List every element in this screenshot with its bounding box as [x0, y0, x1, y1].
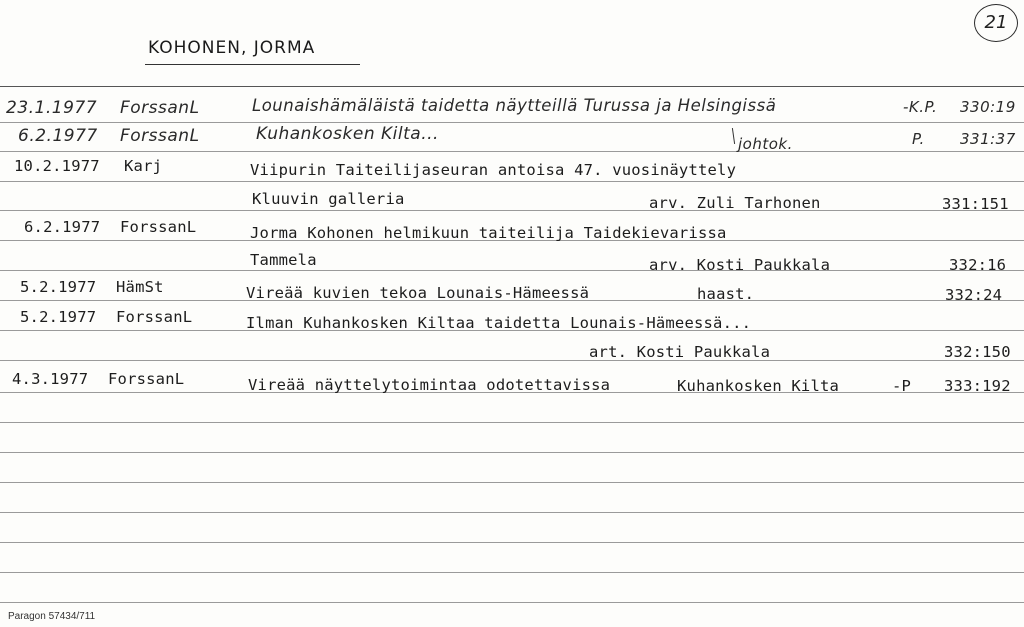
entry-date: 23.1.1977 [6, 98, 98, 118]
entry-date: 5.2.1977 [20, 278, 97, 296]
entry-ref: 332:150 [944, 343, 1011, 361]
rule-line [0, 122, 1024, 123]
entry-ref: 332:24 [945, 286, 1003, 304]
rule-line [0, 181, 1024, 182]
entry-ref: 331:151 [942, 195, 1009, 213]
top-rule [0, 86, 1024, 87]
rule-line [0, 360, 1024, 361]
card-title: KOHONEN, JORMA [148, 38, 316, 58]
entry-ref: 331:37 [960, 130, 1016, 148]
entry-title: Kuhankosken Kilta... [256, 124, 439, 144]
entry-note: -P [892, 377, 912, 395]
entry-author: Kuhankosken Kilta [677, 377, 840, 395]
entry-title: Jorma Kohonen helmikuun taiteilija Taidekievarissa [250, 224, 727, 242]
rule-line [0, 452, 1024, 453]
entry-ref-prefix: P. [912, 130, 925, 148]
rule-line [0, 422, 1024, 423]
entry-title: Vireää näyttelytoimintaa odotettavissa [248, 376, 611, 394]
entry-source: HämSt [116, 278, 164, 296]
rule-line [0, 602, 1024, 603]
entry-title-cont: Tammela [250, 251, 317, 269]
entry-date: 6.2.1977 [24, 218, 101, 236]
entry-author: haast. [697, 285, 755, 303]
entry-date: 10.2.1977 [14, 157, 100, 175]
entry-title-cont: Kluuvin galleria [252, 190, 405, 208]
rule-line [0, 151, 1024, 152]
entry-title: Ilman Kuhankosken Kiltaa taidetta Lounais-Hämeessä... [246, 314, 752, 332]
entry-author: arv. Zuli Tarhonen [649, 194, 821, 212]
entry-ref: 333:192 [944, 377, 1011, 395]
entry-source: Karj [124, 157, 163, 175]
rule-line [0, 512, 1024, 513]
entry-title: Viipurin Taiteilijaseuran antoisa 47. vuosinäyttely [250, 161, 737, 179]
entry-source: ForssanL [120, 126, 200, 146]
entry-ref: 330:19 [960, 98, 1016, 116]
entry-author: arv. Kosti Paukkala [649, 256, 831, 274]
entry-source: ForssanL [120, 218, 197, 236]
entry-title: Vireää kuvien tekoa Lounais-Hämeessä [246, 284, 590, 302]
entry-author: art. Kosti Paukkala [589, 343, 771, 361]
entry-source: ForssanL [120, 98, 200, 118]
entry-ref: 332:16 [949, 256, 1007, 274]
rule-line [0, 482, 1024, 483]
entry-title: Lounaishämäläistä taidetta näytteillä Turussa ja Helsingissä [252, 96, 777, 115]
entry-date: 6.2.1977 [18, 126, 98, 146]
card-footer: Paragon 57434/711 [8, 611, 96, 622]
rule-line [0, 270, 1024, 271]
rule-line [0, 572, 1024, 573]
entry-date: 5.2.1977 [20, 308, 97, 326]
entry-source: ForssanL [116, 308, 193, 326]
rule-line [0, 542, 1024, 543]
entry-source: ForssanL [108, 370, 185, 388]
title-underline [145, 64, 360, 65]
entry-date: 4.3.1977 [12, 370, 89, 388]
entry-note: -K.P. [903, 98, 938, 116]
entry-note: johtok. [738, 135, 793, 153]
card-number: 21 [974, 4, 1018, 42]
rule-line [0, 210, 1024, 211]
insertion-mark [732, 128, 735, 144]
